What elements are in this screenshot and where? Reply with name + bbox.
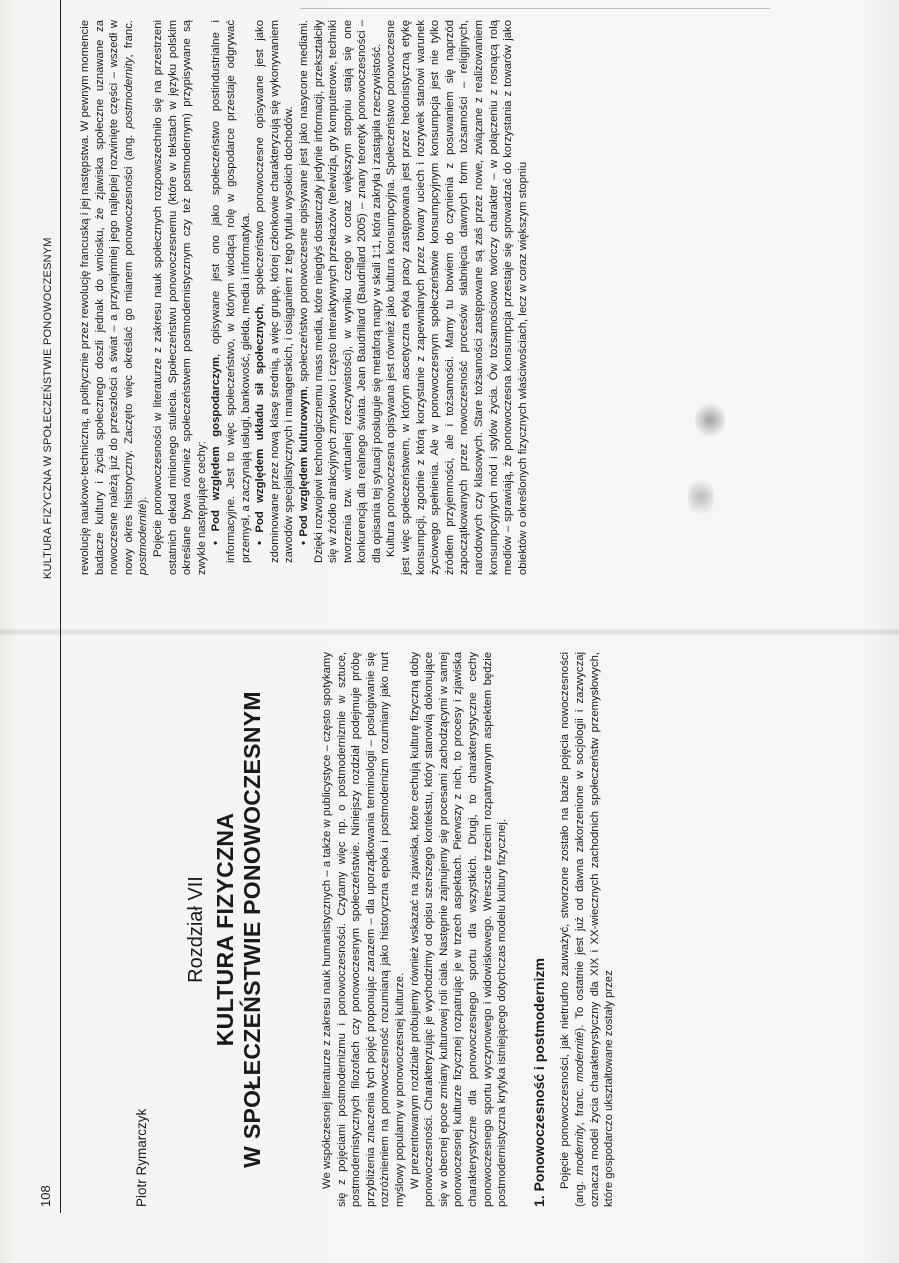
chapter-title-line2: W SPOŁECZEŃSTWIE PONOWOCZESNYM <box>239 691 265 1168</box>
paragraph: Pojęcie ponowoczesności w literaturze z zakresu nauk społecznych rozpowszechniło się na przestrzeni ostatnich dekad minionego stulecia. Społeczeństwu ponowoczesnemu (które w tekstach w języku polskim określane bywa również społeczeństwem postmodernistycznym czy też postmodernym) przypisywane są zwykle następujące cechy: <box>151 20 208 575</box>
page-number: 108 <box>38 1185 53 1207</box>
body-text <box>320 652 617 1207</box>
author-name: Piotr Rymarczyk <box>134 1108 149 1207</box>
paragraph: W prezentowanym rozdziale próbujemy również wskazać na zjawiska, które cechują kulturę fizyczną doby ponowoczesności. Charakteryzując je wychodzimy od opisu szerszego kontekstu, który stanowią dokonujące się w obecnej epoce zmiany kulturowej roli ciała. Następnie zajmujemy się procesami zachodzącymi w samej ponowoczesnej kulturze fizycznej rozpatrując je w trzech aspektach. Pierwszy z nich, to procesy i zjawiska charakterystyczne dla ponowoczesnego sportu dla wszystkich. Drugi, to charakterystyczne cechy ponowoczesnego sportu wyczynowego i widowiskowego. Wreszcie trzecim rozpatrywanym aspektem będzie postmodernistyczna krytyka istniejącego dotychczas modelu kultury fizycznej. <box>408 652 509 1207</box>
scan-smudge <box>688 475 714 519</box>
chapter-number: Rozdział VII <box>185 876 207 983</box>
paragraph: rewolucję naukowo-techniczną, a politycznie przez rewolucję francuską i jej następstwa. W pewnym momencie badacze kultury i życia społecznego doszli jednak do wniosku, że zjawiska społeczne uznawane za nowoczesne należą już do przeszłości a świat – a przynajmniej jego najlepiej rozwinięte części – wszedł w nowy okres historyczny. Zaczęto więc określać go mianem ponowoczesności (ang. postmodernity, franc. postmodernité). <box>79 20 150 575</box>
paragraph: Pojęcie ponowoczesności, jak nietrudno zauważyć, stworzone zostało na bazie pojęcia nowoczesności (ang. modernity, franc. modernité). To ostatnie jest już od dawna zakorzenione w socjologii i zazwyczaj oznacza model życia charakterystyczny dla XIX i XX-wiecznych zachodnich społeczeństw przemysłowych, które gospodarczo ukształtowane zostały przez <box>559 651 616 1207</box>
paragraph: Kultura ponowoczesna opisywana jest również jako kultura konsumpcyjna. Społeczeństwo ponowoczesne jest więc społeczeństwem, w którym ascetyczna etyka pracy zastępowana jest przez hedonistyczną etykę konsumpcji, zgodnie z którą korzystanie z zapewnianych przez towary uciech i rozrywek stanowi warunek życiowego spełnienia. Ale w ponowoczesnym społeczeństwie konsumpcyjnym konsumpcja jest nie tylko źródłem przyjemności, ale i tożsamości. Mamy tu bowiem do czynienia z posuwaniem się naprzód zapoczątkowanych przez nowoczesność procesów słabnięcia dawnych form tożsamości – religijnych, narodowych czy klasowych. Stare tożsamości zastępowane są zaś przez nowe, związane z realizowaniem konsumpcyjnych mód i stylów życia. Ów tożsamościowo twórczy charakter – w połączeniu z rosnącą rolą mediów – sprawiają, że ponowoczesna konsumpcja przestaje się sprowadzać do korzystania z towarów jako obiektów o określonych fizycznych właściwościach, lecz w coraz większym stopniu <box>385 20 529 575</box>
bullet-item: • Pod względem gospodarczym, opisywane jest ono jako społeczeństwo postindustrialne i informacyjne. Jest to więc społeczeństwo, w którym wiodącą rolę w gospodarce przestaje odgrywać przemysł, a zaczynają usługi, bankowość, giełda, media i informatyka. <box>209 20 253 575</box>
header-rule <box>60 40 61 1213</box>
scan-smudge <box>695 400 725 440</box>
running-head: KULTURA FIZYCZNA W SPOŁECZEŃSTWIE PONOWOCZESNYM <box>42 237 54 579</box>
bullet-item: • Pod względem kulturowym, społeczeństwo ponowoczesne opisywane jest jako nasycone mediami. Dzięki rozwojowi technologicznemu mass media, które niegdyś dostarczały jedynie informacji, przekształciły się w źródło atrakcyjnych zmysłowo i często interaktywnych przekazów (telewizja, gry komputerowe, techniki tworzenia tzw. wirtualnej rzeczywistości), w wyniku czego w coraz większym stopniu stają się one konkurencją dla realnego świata. Jean Baudrillard (Baudrillard 2005) – znany teoretyk ponowoczesności – dla opisania tej sytuacji posługuje się metaforą mapy w skali 1:1, która zakryła i zastąpiła rzeczywistość. <box>297 20 385 575</box>
bullet-item: • Pod względem układu sił społecznych, społeczeństwo ponowoczesne opisywane jest jako zdominowane przez nową klasę średnią, a więc grupę, której członkowie charakteryzują się wykonywaniem zawodów specjalistycznych i managerskich, i osiąganiem z tego tytułu wysokich dochodów. <box>253 20 297 575</box>
section-heading: 1. Ponowoczesność i postmodernizm <box>530 958 547 1207</box>
chapter-title-line1: KULTURA FIZYCZNA <box>212 812 238 1047</box>
paragraph: We współczesnej literaturze z zakresu nauk humanistycznych – a także w publicystyce – często spotykamy się z pojęciami postmodernizmu i ponowoczesności. Czytamy więc np. o postmodernizmie w sztuce, postmodernistycznych filozofach czy ponowoczesnym społeczeństwie. Niniejszy rozdział podejmuje próbę przybliżenia znaczenia tych pojęć proponując zarazem – dla uporządkowania terminologii – posługiwanie się rozróżnieniem na ponowoczesność rozumianą jako historyczna epoka i postmodernizm rozumiany jako nurt myślowy popularny w ponowoczesnej kulturze. <box>321 652 406 1207</box>
chapter-heading <box>185 652 266 1207</box>
